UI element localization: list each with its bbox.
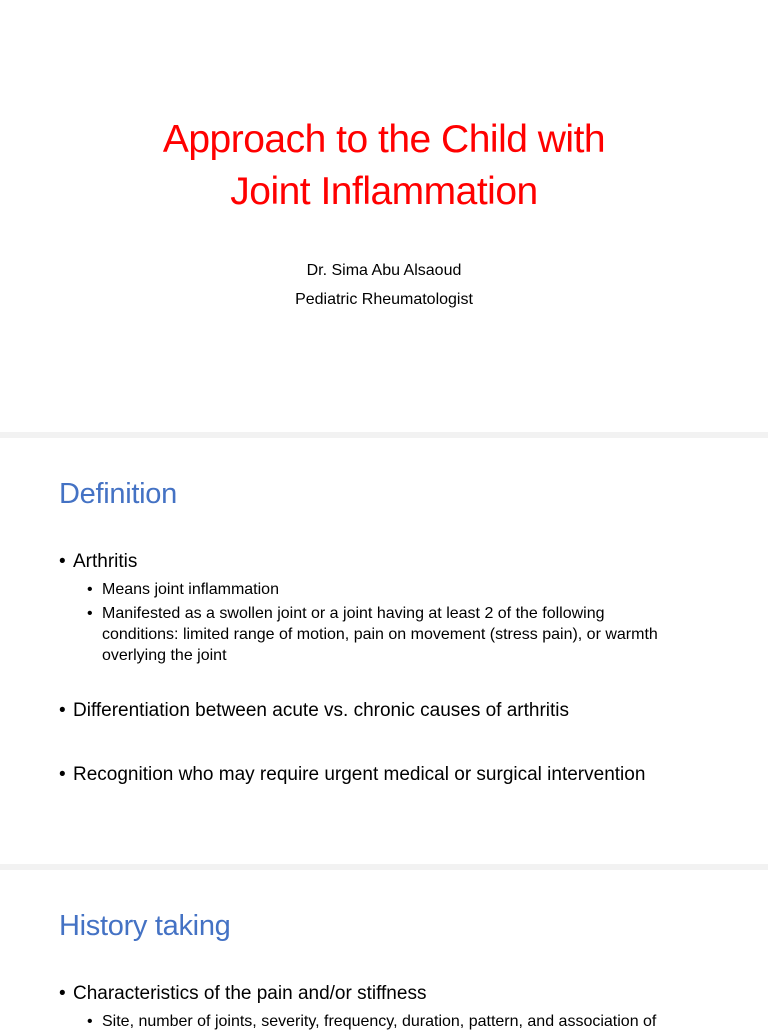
- history-taking-slide: [0, 870, 768, 1030]
- title-line-1: Approach to the Child with: [162, 118, 606, 161]
- slide-heading: Definition: [59, 478, 177, 510]
- slide-heading: History taking: [59, 910, 231, 942]
- presenter-name: Dr. Sima Abu Alsaoud: [306, 262, 462, 279]
- bullet-differentiation: [59, 699, 719, 723]
- presentation-title: [40, 114, 728, 218]
- bullet-text: Arthritis: [73, 551, 138, 572]
- definition-slide: [0, 438, 768, 864]
- bullet-text: Differentiation between acute vs. chronic causes of arthritis: [73, 700, 570, 721]
- bullet-marker: •: [87, 581, 93, 598]
- title-slide: [0, 0, 768, 432]
- presenter-info: [0, 256, 768, 314]
- sub-bullet-text: Means joint inflammation: [102, 581, 279, 598]
- sub-bullet-means: [87, 579, 677, 600]
- bullet-characteristics: [59, 982, 719, 1006]
- bullet-recognition: [59, 763, 719, 787]
- sub-bullet-text: Manifested as a swollen joint or a joint having at least 2 of the following conditions: limited range of motion, pain on movement (stress pain), or warmth overlying the joint: [102, 605, 658, 664]
- presenter-role: Pediatric Rheumatologist: [295, 291, 473, 308]
- bullet-marker: •: [59, 551, 66, 572]
- sub-bullet-text: Site, number of joints, severity, frequency, duration, pattern, and association of: [102, 1013, 657, 1030]
- bullet-marker: •: [59, 700, 66, 721]
- title-line-2: Joint Inflammation: [230, 170, 538, 213]
- sub-bullet-manifested: [87, 603, 677, 666]
- bullet-arthritis: [59, 550, 719, 574]
- bullet-marker: •: [87, 605, 93, 622]
- bullet-marker: •: [59, 983, 66, 1004]
- bullet-marker: •: [59, 764, 66, 785]
- bullet-text: Recognition who may require urgent medical or surgical intervention: [73, 764, 646, 785]
- bullet-marker: •: [87, 1013, 93, 1030]
- sub-bullet-site: [87, 1011, 677, 1032]
- bullet-text: Characteristics of the pain and/or stiffness: [73, 983, 427, 1004]
